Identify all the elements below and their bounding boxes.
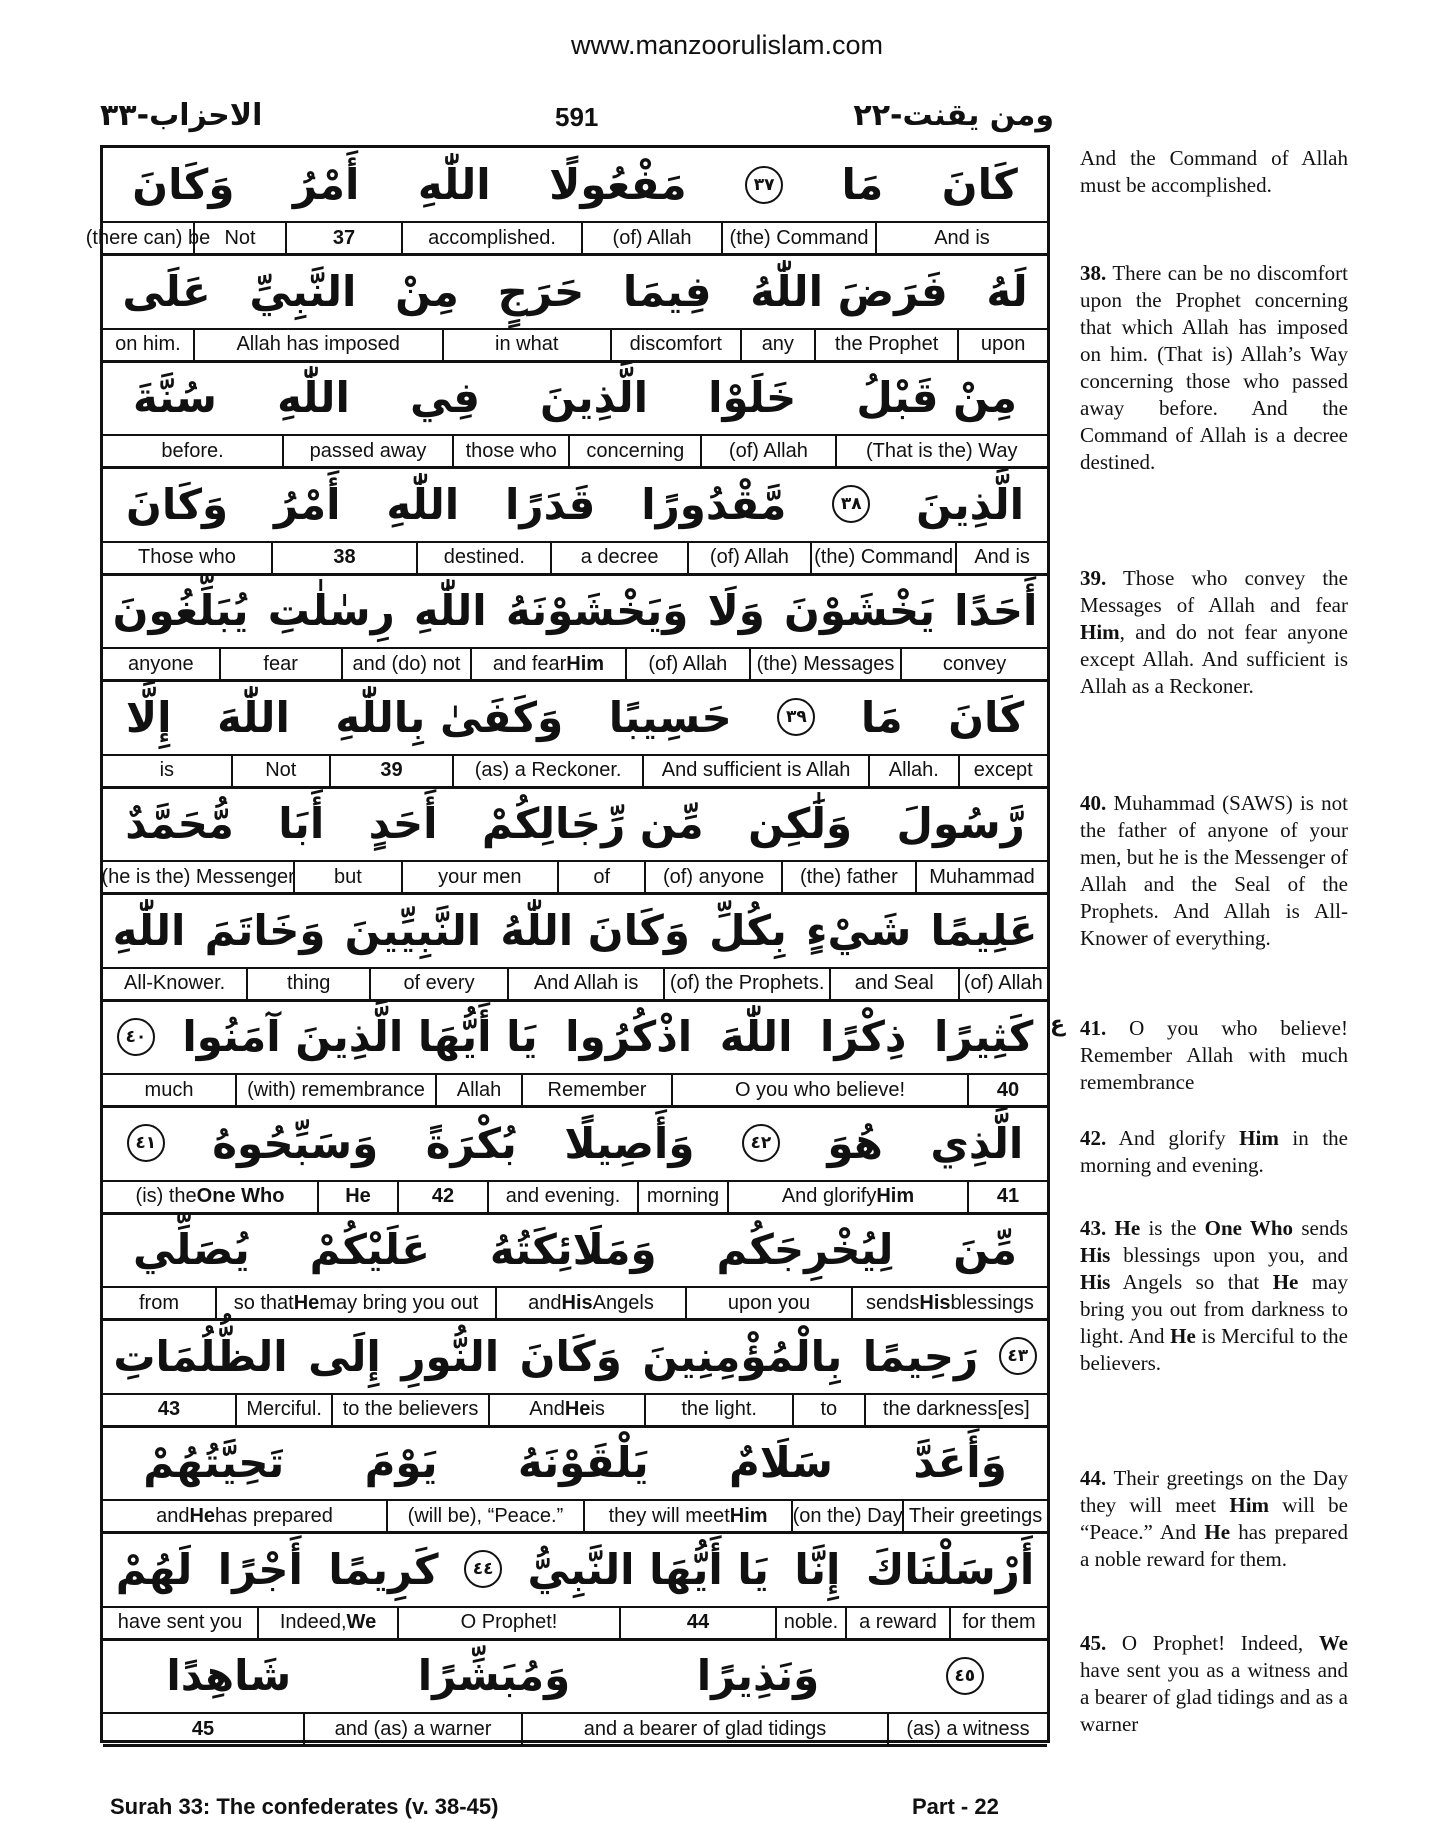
gloss-line	[103, 649, 1047, 682]
gloss-cell: (of) anyone	[644, 862, 780, 892]
arabic-word: وَسَبِّحُوهُ	[212, 1118, 379, 1168]
arabic-word: يَا أَيُّهَا الَّذِينَ آمَنُوا	[182, 1012, 538, 1061]
verse-number: 41.	[1080, 1016, 1107, 1040]
arabic-word: مَا	[860, 692, 903, 742]
arabic-line	[103, 255, 1047, 330]
gloss-cell: (will be), “Peace.”	[386, 1501, 583, 1531]
verse-number: 44.	[1080, 1466, 1107, 1490]
gloss-cell: (as) a witness	[887, 1714, 1047, 1744]
gloss-line	[103, 756, 1047, 789]
arabic-word: كَثِيرًا	[934, 1012, 1034, 1061]
ayah-number-marker: ٤٢	[742, 1124, 780, 1162]
arabic-word: وَأَصِيلًا	[564, 1118, 695, 1168]
arabic-word: يَلْقَوْنَهُ	[517, 1438, 649, 1487]
gloss-cell: a reward	[845, 1608, 949, 1638]
gloss-cell: And He is	[488, 1395, 645, 1425]
arabic-word: الَّذِينَ	[540, 373, 649, 422]
gloss-line	[103, 862, 1047, 895]
verse-number: 45.	[1080, 1631, 1107, 1655]
gloss-cell: (of) Allah	[625, 649, 749, 679]
gloss-line	[103, 969, 1047, 1002]
arabic-word: رَّسُولَ	[896, 799, 1025, 848]
arabic-word: شَاهِدًا	[166, 1651, 292, 1700]
ruku-mark: ع	[1050, 1012, 1066, 1037]
gloss-cell: much	[144, 1078, 194, 1101]
gloss-cell: 44	[619, 1608, 775, 1638]
gloss-cell: (of) Allah	[687, 543, 810, 573]
gloss-cell: O Prophet!	[397, 1608, 619, 1638]
arabic-word: مَا	[841, 160, 884, 209]
verse-row	[103, 1213, 1047, 1320]
gloss-cell: (the) father	[781, 862, 915, 892]
gloss-cell: All-Knower.	[124, 972, 226, 994]
arabic-word: وَخَاتَمَ	[204, 905, 326, 955]
gloss-line	[103, 1075, 1047, 1108]
translation-paragraph: 38. There can be no discomfort upon the Prophet concerning that which Allah has imposed on him. (That is) Allah’s Way concerning those who passed away before. And the Command of Allah is a decree destined.	[1080, 261, 1348, 474]
gloss-cell: to	[792, 1395, 864, 1425]
verse-row	[103, 574, 1047, 681]
verse-row	[103, 255, 1047, 362]
gloss-cell: And glorify Him	[727, 1182, 967, 1212]
arabic-word: أَبَا	[278, 799, 325, 848]
arabic-word: فَرَضَ اللّٰهُ	[750, 266, 948, 316]
arabic-line	[103, 894, 1047, 969]
arabic-word: أَمْرُ	[274, 479, 341, 529]
gloss-cell: (the) Command	[721, 223, 875, 253]
gloss-cell: those who	[452, 436, 568, 466]
arabic-word: حَرَجٍ	[497, 266, 585, 316]
arabic-word: بِكُلِّ	[709, 905, 787, 955]
verse-row	[103, 361, 1047, 468]
gloss-cell: upon you	[685, 1288, 851, 1318]
gloss-cell: and (as) a warner	[303, 1714, 521, 1744]
arabic-word: وَكَانَ اللّٰهُ	[500, 905, 690, 955]
gloss-cell: except	[958, 756, 1047, 786]
arabic-word: يَخْشَوْنَ	[784, 586, 935, 635]
verse-number: 38.	[1080, 261, 1107, 285]
arabic-word: فِي	[409, 373, 480, 422]
arabic-word: ذِكْرًا	[819, 1012, 907, 1061]
juz-title: ومن يقنت-٢٢	[853, 98, 1054, 133]
gloss-cell: is	[159, 759, 175, 781]
verse-row	[103, 1426, 1047, 1533]
arabic-word: وَأَعَدَّ	[913, 1438, 1007, 1487]
gloss-cell: of every	[369, 969, 507, 999]
arabic-word: وَيَخْشَوْنَهُ	[505, 586, 689, 635]
arabic-word: هُوَ	[827, 1118, 883, 1168]
arabic-word: إِلَّا	[125, 692, 172, 742]
arabic-word: أَمْرُ	[292, 160, 360, 209]
gloss-line	[103, 436, 1047, 469]
arabic-word: الَّذِينَ	[916, 479, 1025, 529]
gloss-cell: And sufficient is Allah	[642, 756, 868, 786]
translation-paragraph: And the Command of Allah must be accomplished.	[1080, 146, 1348, 197]
translation-paragraph: 41. O you who believe! Remember Allah with much remembrance	[1080, 1016, 1348, 1094]
gloss-cell: 39	[329, 756, 452, 786]
gloss-cell: (the) Messages	[749, 649, 900, 679]
translation-paragraph: 43. He is the One Who sends His blessings upon you, and His Angels so that He may bring you out from darkness to light. And He is Merciful to the believers.	[1080, 1216, 1349, 1375]
arabic-word: يُصَلِّي	[132, 1225, 250, 1274]
arabic-line	[103, 1426, 1047, 1501]
arabic-word: اللّٰهِ	[417, 160, 491, 209]
gloss-cell: the darkness[es]	[864, 1395, 1047, 1425]
gloss-line	[103, 1288, 1047, 1321]
gloss-cell: thing	[246, 969, 369, 999]
ayah-number-marker: ٤٥	[946, 1657, 984, 1695]
verse-row	[103, 468, 1047, 575]
arabic-word: وَلَا	[707, 586, 765, 635]
arabic-word: أَرْسَلْنَاكَ	[865, 1544, 1035, 1594]
gloss-cell: 37	[285, 223, 401, 253]
arabic-word: تَحِيَّتُهُمْ	[143, 1438, 285, 1487]
footer-part: Part - 22	[912, 1794, 999, 1819]
gloss-cell: accomplished.	[401, 223, 581, 253]
verse-row	[103, 894, 1047, 1001]
arabic-word: فِيمَا	[622, 266, 712, 316]
gloss-cell: 43	[157, 1398, 181, 1420]
arabic-word: الَّذِي	[930, 1118, 1024, 1168]
arabic-word: كَرِيمًا	[328, 1544, 439, 1594]
arabic-word: وَمُبَشِّرًا	[417, 1651, 571, 1700]
gloss-cell: (of) Allah	[700, 436, 834, 466]
site-url[interactable]: www.manzoorulislam.com	[570, 30, 884, 60]
gloss-cell: 41	[967, 1182, 1047, 1212]
gloss-cell: And is	[955, 543, 1047, 573]
verse-number: 42.	[1080, 1126, 1107, 1150]
gloss-cell: Allah	[435, 1075, 521, 1105]
gloss-line	[103, 1395, 1047, 1428]
arabic-word: لِيُخْرِجَكُم	[716, 1225, 894, 1274]
gloss-cell: in what	[442, 330, 610, 360]
verse-row	[103, 1107, 1047, 1214]
arabic-word: يُبَلِّغُونَ	[112, 586, 249, 635]
gloss-cell: from	[139, 1291, 179, 1314]
arabic-word: سُنَّةَ	[133, 373, 217, 422]
gloss-line	[103, 1182, 1047, 1215]
arabic-word: عَلِيمًا	[930, 905, 1038, 955]
ayah-number-marker: ٤٤	[464, 1550, 502, 1588]
ayah-number-marker: ٣٧	[745, 166, 783, 204]
gloss-cell: upon	[957, 330, 1047, 360]
verse-number: 43.	[1080, 1216, 1107, 1240]
gloss-cell: any	[740, 330, 814, 360]
arabic-word: عَلَيْكُمْ	[309, 1225, 430, 1274]
arabic-word: مَفْعُولًا	[549, 160, 687, 209]
translation-paragraph: 39. Those who convey the Messages of Allah and fear Him, and do not fear anyone except Allah. And sufficient is Allah as a Reckoner.	[1080, 566, 1348, 698]
gloss-cell: the light.	[644, 1395, 792, 1425]
gloss-cell: 45	[191, 1717, 215, 1740]
gloss-cell: fear	[219, 649, 341, 679]
arabic-word: النُّورِ	[401, 1331, 500, 1381]
arabic-word: بُكْرَةً	[425, 1118, 517, 1168]
surah-title: الاحزاب-٣٣	[100, 98, 263, 133]
gloss-cell: (of) Allah	[581, 223, 721, 253]
gloss-cell: anyone	[128, 652, 194, 675]
arabic-line	[103, 787, 1047, 862]
gloss-cell: Merciful.	[235, 1395, 331, 1425]
gloss-cell: Those who	[138, 546, 236, 568]
verse-row	[103, 1639, 1047, 1746]
arabic-word: وَنَذِيرًا	[696, 1651, 820, 1700]
gloss-cell: of	[557, 862, 644, 892]
gloss-cell: and a bearer of glad tidings	[521, 1714, 887, 1744]
gloss-cell: (the) Command	[810, 543, 955, 573]
gloss-cell: Allah.	[868, 756, 957, 786]
arabic-line	[103, 1000, 1047, 1075]
gloss-cell: Allah has imposed	[193, 330, 442, 360]
verse-row	[103, 681, 1047, 788]
arabic-word: وَكَانَ	[132, 160, 235, 209]
arabic-word: الظُّلُمَاتِ	[113, 1331, 288, 1381]
translation-paragraph: 40. Muhammad (SAWS) is not the father of anyone of your men, but he is the Messenger of Allah and the Seal of the Prophets. And Allah is All-Knower of everything.	[1080, 791, 1348, 950]
footer-surah: Surah 33: The confederates (v. 38-45)	[110, 1794, 499, 1819]
gloss-cell: Indeed, We	[257, 1608, 397, 1638]
arabic-word: بِالْمُؤْمِنِينَ	[642, 1331, 843, 1381]
gloss-line	[103, 1501, 1047, 1534]
gloss-cell: noble.	[775, 1608, 845, 1638]
arabic-word: اذْكُرُوا	[565, 1012, 693, 1061]
arabic-word: أَجْرًا	[217, 1544, 303, 1594]
gloss-line	[103, 1714, 1047, 1747]
arabic-word: اللّٰهِ	[112, 905, 186, 955]
arabic-line	[103, 1533, 1047, 1608]
gloss-cell: Their greetings	[902, 1501, 1047, 1531]
verse-row	[103, 1533, 1047, 1640]
gloss-cell: the Prophet	[814, 330, 958, 360]
arabic-word: لَهُ	[986, 266, 1028, 316]
ayah-number-marker: ٣٨	[832, 485, 870, 523]
arabic-word: وَكَفَىٰ بِاللّٰهِ	[335, 692, 564, 742]
gloss-cell: your men	[401, 862, 558, 892]
gloss-cell: have sent you	[117, 1611, 243, 1633]
arabic-word: اللّٰهَ	[719, 1012, 793, 1061]
verse-row	[103, 787, 1047, 894]
arabic-word: وَمَلَائِكَتُهُ	[489, 1225, 657, 1274]
page-number: 591	[555, 102, 599, 132]
arabic-word: مَّقْدُورًا	[641, 479, 787, 529]
word-by-word-table	[85, 145, 1050, 1743]
arabic-line	[103, 681, 1047, 756]
arabic-word: رَحِيمًا	[862, 1331, 979, 1381]
arabic-word: أَحَدًا	[954, 586, 1038, 635]
gloss-cell: discomfort	[610, 330, 740, 360]
translation-paragraph: 44. Their greetings on the Day they will meet Him will be “Peace.” And He has prepared a noble reward for them.	[1080, 1466, 1348, 1571]
arabic-word: وَكَانَ	[126, 479, 229, 529]
arabic-word: النَّبِيِّينَ	[344, 905, 482, 955]
gloss-cell: and Seal	[829, 969, 958, 999]
arabic-word: رِسٰلٰتِ	[267, 586, 395, 635]
arabic-word: وَكَانَ	[519, 1331, 622, 1381]
gloss-cell: sends His blessings	[851, 1288, 1047, 1318]
gloss-line	[103, 1608, 1047, 1641]
gloss-cell: a decree	[550, 543, 686, 573]
gloss-cell: (with) remembrance	[235, 1075, 435, 1105]
gloss-cell: Muhammad	[915, 862, 1047, 892]
arabic-line	[103, 1320, 1047, 1395]
arabic-line	[103, 148, 1047, 223]
arabic-line	[103, 574, 1047, 649]
arabic-word: اللّٰهِ	[413, 586, 487, 635]
arabic-line	[103, 361, 1047, 436]
verse-number: 40.	[1080, 791, 1107, 815]
gloss-cell: and He has prepared	[156, 1504, 333, 1527]
arabic-word: النَّبِيِّ	[249, 266, 357, 316]
verse-number: 39.	[1080, 566, 1107, 590]
gloss-cell: (he is the) Messenger	[101, 865, 295, 888]
gloss-cell: and evening.	[487, 1182, 637, 1212]
arabic-line	[103, 1213, 1047, 1288]
arabic-word: مِنْ	[395, 266, 459, 316]
arabic-word: حَسِيبًا	[608, 692, 732, 742]
arabic-word: اللّٰهَ	[217, 692, 290, 742]
gloss-cell: 38	[271, 543, 416, 573]
arabic-word: يَا أَيُّهَا النَّبِيُّ	[527, 1544, 769, 1594]
arabic-word: شَيْءٍ	[806, 905, 912, 955]
gloss-cell: And is	[875, 223, 1047, 253]
gloss-line	[85, 223, 1047, 256]
arabic-word: مِّنَ	[953, 1225, 1018, 1274]
arabic-line	[103, 468, 1047, 543]
gloss-cell: they will meet Him	[583, 1501, 791, 1531]
verse-row	[85, 148, 1047, 255]
gloss-cell: (on the) Day	[791, 1501, 902, 1531]
gloss-cell: so that He may bring you out	[215, 1288, 495, 1318]
arabic-word: سَلَامٌ	[728, 1438, 833, 1487]
arabic-word: مِّن رِّجَالِكُمْ	[481, 799, 704, 848]
gloss-cell: concerning	[568, 436, 700, 466]
gloss-line	[103, 330, 1047, 363]
gloss-cell: And Allah is	[507, 969, 664, 999]
gloss-cell: (of) Allah	[958, 969, 1047, 999]
gloss-cell: and (do) not	[341, 649, 471, 679]
arabic-word: خَلَوْا	[708, 373, 797, 422]
gloss-cell: O you who believe!	[671, 1075, 967, 1105]
gloss-cell: Remember	[521, 1075, 671, 1105]
gloss-cell: destined.	[416, 543, 550, 573]
arabic-word: عَلَى	[122, 266, 211, 316]
gloss-cell: 40	[967, 1075, 1047, 1105]
gloss-cell: morning	[637, 1182, 727, 1212]
arabic-word: لَهُمْ	[115, 1544, 193, 1594]
arabic-line	[103, 1639, 1047, 1714]
gloss-cell: (there can) be	[85, 226, 211, 249]
gloss-cell: convey	[900, 649, 1047, 679]
arabic-word: إِلَى	[308, 1331, 381, 1381]
ayah-number-marker: ٣٩	[777, 698, 815, 736]
arabic-word: إِنَّا	[794, 1544, 841, 1594]
arabic-word: يَوْمَ	[364, 1438, 438, 1487]
arabic-word: كَانَ	[948, 692, 1025, 742]
gloss-line	[103, 543, 1047, 576]
arabic-line	[103, 1107, 1047, 1182]
arabic-word: وَلَٰكِن	[748, 799, 853, 848]
gloss-cell: passed away	[282, 436, 452, 466]
translation-paragraph: 42. And glorify Him in the morning and evening.	[1080, 1126, 1348, 1177]
gloss-cell: for them	[949, 1608, 1047, 1638]
gloss-cell: 42	[397, 1182, 487, 1212]
arabic-word: أَحَدٍ	[368, 799, 438, 848]
arabic-word: اللّٰهِ	[277, 373, 350, 422]
arabic-word: مُّحَمَّدٌ	[125, 799, 234, 848]
gloss-cell: but	[293, 862, 400, 892]
ayah-number-marker: ٤٠	[117, 1018, 155, 1056]
gloss-cell: (as) a Reckoner.	[452, 756, 642, 786]
arabic-word: كَانَ	[941, 160, 1018, 209]
gloss-cell: (That is the) Way	[835, 436, 1048, 466]
verse-row	[103, 1000, 1047, 1107]
gloss-cell: before.	[161, 439, 224, 462]
gloss-cell: (of) the Prophets.	[663, 969, 829, 999]
gloss-cell: He	[317, 1182, 397, 1212]
verse-row	[103, 1320, 1047, 1427]
arabic-word: قَدَرًا	[505, 479, 596, 529]
gloss-cell: and fear Him	[470, 649, 624, 679]
gloss-cell: Not	[231, 756, 329, 786]
gloss-cell: Not	[193, 223, 285, 253]
gloss-cell: on him.	[115, 333, 181, 355]
gloss-cell: (is) the One Who	[135, 1185, 285, 1207]
gloss-cell: to the believers	[331, 1395, 488, 1425]
ayah-number-marker: ٤٣	[999, 1337, 1037, 1375]
arabic-word: مِنْ قَبْلُ	[856, 373, 1017, 422]
ayah-number-marker: ٤١	[127, 1124, 165, 1162]
gloss-cell: and His Angels	[495, 1288, 685, 1318]
arabic-word: اللّٰهِ	[386, 479, 460, 529]
translation-paragraph: 45. O Prophet! Indeed, We have sent you as a witness and a bearer of glad tidings and as a warner	[1080, 1631, 1348, 1736]
